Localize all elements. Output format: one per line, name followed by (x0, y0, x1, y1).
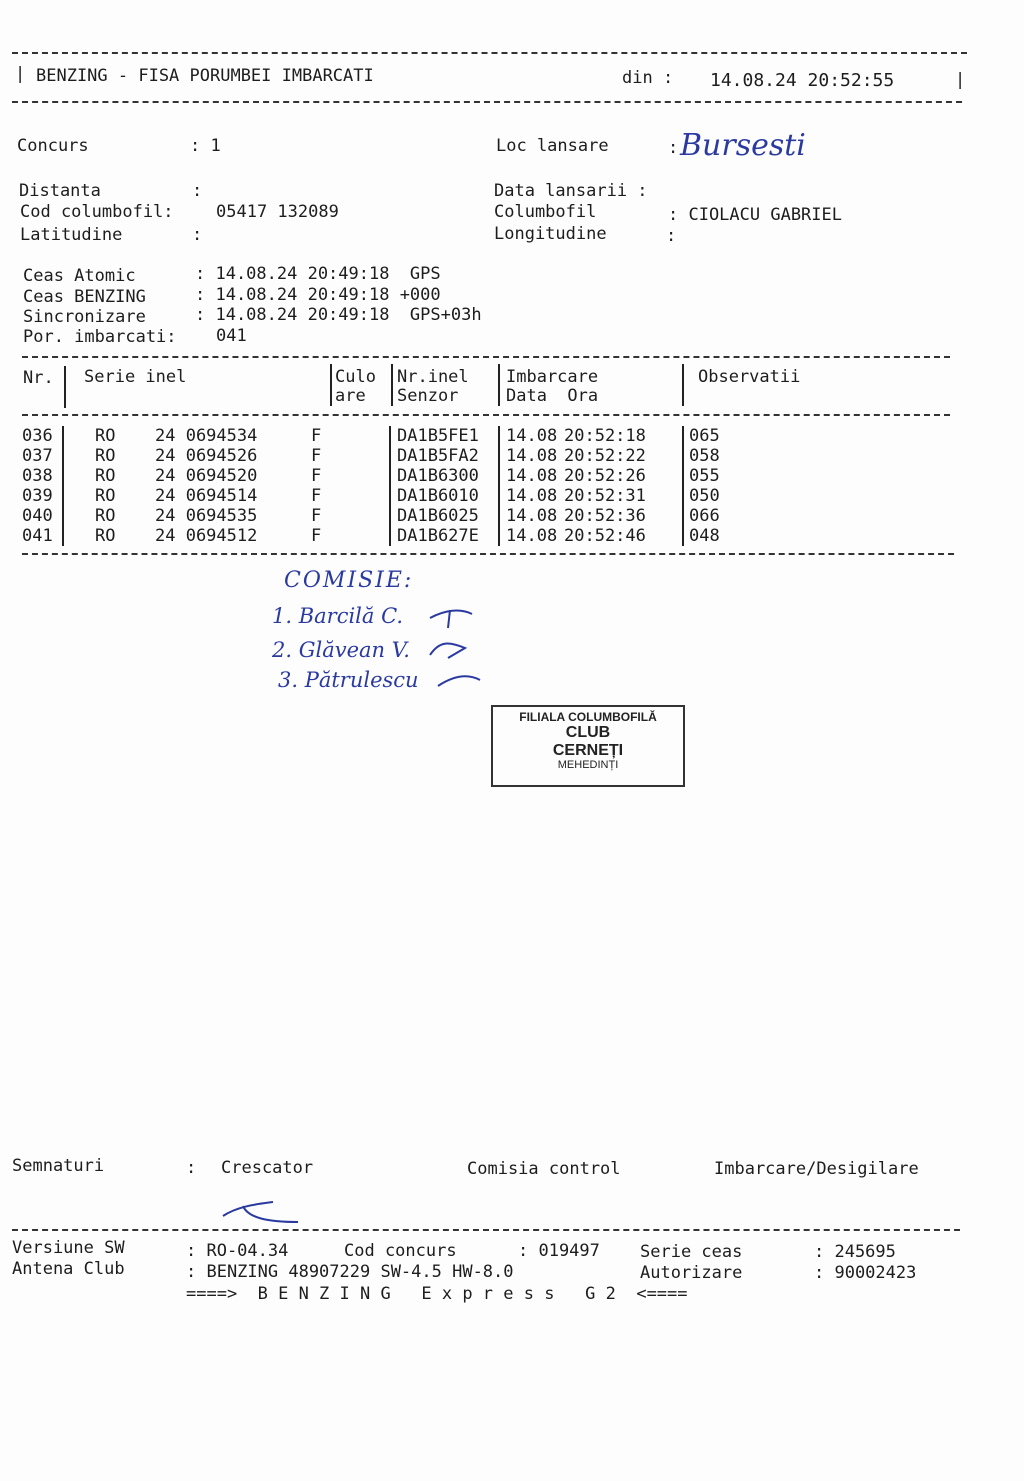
commission-member-3: 3. Pătrulescu (278, 668, 419, 692)
table-top-rule (22, 356, 950, 358)
versiune-sw-label: Versiune SW (12, 1238, 125, 1258)
row-sensor: DA1B627E (397, 526, 479, 546)
row-ring: 24 0694534 (155, 426, 258, 446)
row-country: RO (95, 426, 116, 446)
row-divider (389, 506, 391, 526)
row-divider (62, 486, 64, 506)
page-title: BENZING - FISA PORUMBEI IMBARCATI (36, 66, 374, 86)
cod-columbofil-label: Cod columbofil: (20, 202, 174, 222)
row-divider (62, 426, 64, 446)
row-nr: 037 (22, 446, 53, 466)
table-header-rule (22, 414, 950, 416)
row-divider (498, 446, 500, 466)
concurs-label: Concurs (17, 136, 89, 156)
row-obs: 055 (689, 466, 720, 486)
row-divider (682, 486, 684, 506)
header-left-bar: | (15, 64, 26, 84)
table-row (0, 466, 1024, 486)
longitudine-label: Longitudine (494, 224, 607, 244)
row-obs: 065 (689, 426, 720, 446)
sincronizare-label: Sincronizare (23, 307, 146, 327)
ceas-benzing-label: Ceas BENZING (23, 287, 146, 307)
row-obs: 048 (689, 526, 720, 546)
table-row (0, 486, 1024, 506)
benzing-express-banner: ====> B E N Z I N G E x p r e s s G 2 <==== (186, 1284, 688, 1304)
commission-member-2: 2. Glăvean V. (272, 638, 410, 662)
latitudine-label: Latitudine (20, 225, 123, 245)
loc-lansare-label: Loc lansare (496, 136, 609, 156)
row-country: RO (95, 526, 116, 546)
data-lansarii-label: Data lansarii : (494, 181, 648, 201)
row-obs: 066 (689, 506, 720, 526)
imbarcare-desigilare-label: Imbarcare/Desigilare (714, 1159, 919, 1179)
row-date: 14.08 (506, 466, 558, 486)
header-date-label: din : (622, 68, 674, 88)
row-nr: 041 (22, 526, 53, 546)
col-header-observatii: Observatii (698, 367, 801, 387)
col-divider-imbarcare (682, 364, 684, 406)
row-time: 20:52:18 (564, 426, 646, 446)
table-row (0, 506, 1024, 526)
row-divider (62, 466, 64, 486)
row-divider (498, 466, 500, 486)
row-sensor: DA1B6010 (397, 486, 479, 506)
autorizare-label: Autorizare (640, 1263, 743, 1283)
table-row (0, 526, 1024, 546)
row-date: 14.08 (506, 526, 558, 546)
stamp-line-4: MEHEDINȚI (557, 759, 619, 772)
row-nr: 038 (22, 466, 53, 486)
row-ring: 24 0694535 (155, 506, 258, 526)
row-divider (389, 426, 391, 446)
cod-concurs-value: : 019497 (518, 1241, 600, 1261)
row-date: 14.08 (506, 486, 558, 506)
row-obs: 058 (689, 446, 720, 466)
col-header-are: are (335, 386, 366, 406)
row-ring: 24 0694514 (155, 486, 258, 506)
row-time: 20:52:31 (564, 486, 646, 506)
semnaturi-label: Semnaturi (12, 1156, 105, 1176)
comisie-heading: COMISIE: (284, 568, 414, 593)
col-header-serie: Serie inel (84, 367, 187, 387)
header-right-bar: | (955, 70, 966, 90)
antena-club-label: Antena Club (12, 1259, 125, 1279)
serie-ceas-label: Serie ceas (640, 1242, 743, 1262)
commission-member-1: 1. Barcilă C. (272, 604, 404, 628)
semnaturi-colon: : (186, 1158, 197, 1178)
stamp-line-2: CLUB (565, 724, 611, 742)
col-divider-nrinel (498, 364, 500, 406)
autorizare-value: : 90002423 (814, 1263, 917, 1283)
cod-columbofil-value: 05417 132089 (216, 202, 339, 222)
row-date: 14.08 (506, 446, 558, 466)
row-sex: F (311, 446, 322, 466)
col-header-imbarcare: Imbarcare (506, 367, 599, 387)
row-time: 20:52:26 (564, 466, 646, 486)
row-time: 20:52:22 (564, 446, 646, 466)
ceas-atomic-value: : 14.08.24 20:49:18 GPS (195, 264, 441, 284)
row-date: 14.08 (506, 506, 558, 526)
row-nr: 039 (22, 486, 53, 506)
stamp-line-3: CERNEȚI (552, 741, 624, 759)
antena-club-value: : BENZING 48907229 SW-4.5 HW-8.0 (186, 1262, 514, 1282)
crescator-label: Crescator (221, 1158, 314, 1178)
row-divider (498, 506, 500, 526)
columbofil-label: Columbofil (494, 202, 597, 222)
row-ring: 24 0694512 (155, 526, 258, 546)
row-ring: 24 0694526 (155, 446, 258, 466)
row-sensor: DA1B5FE1 (397, 426, 479, 446)
row-country: RO (95, 486, 116, 506)
row-divider (389, 466, 391, 486)
club-stamp (491, 705, 685, 787)
row-sensor: DA1B6025 (397, 506, 479, 526)
row-date: 14.08 (506, 426, 558, 446)
row-sex: F (311, 426, 322, 446)
header-date-value: 14.08.24 20:52:55 (710, 70, 895, 91)
row-divider (682, 506, 684, 526)
row-divider (682, 526, 684, 546)
row-nr: 036 (22, 426, 53, 446)
footer-rule (12, 1229, 960, 1231)
col-header-nr: Nr. (23, 368, 54, 388)
col-header-data-ora: Data Ora (506, 386, 599, 406)
row-divider (498, 526, 500, 546)
header-bottom-rule (12, 101, 962, 103)
row-divider (498, 426, 500, 446)
row-sex: F (311, 486, 322, 506)
sincronizare-value: : 14.08.24 20:49:18 GPS+03h (195, 305, 482, 325)
row-divider (682, 426, 684, 446)
distanta-value: : (192, 181, 203, 201)
row-divider (62, 506, 64, 526)
row-divider (498, 486, 500, 506)
row-divider (62, 526, 64, 546)
row-divider (389, 486, 391, 506)
row-sensor: DA1B5FA2 (397, 446, 479, 466)
loc-lansare-colon: : (668, 138, 679, 158)
row-sex: F (311, 506, 322, 526)
row-obs: 050 (689, 486, 720, 506)
concurs-value: : 1 (190, 136, 221, 156)
col-header-culo: Culo (335, 367, 376, 387)
col-divider-culo (391, 364, 393, 406)
row-divider (682, 466, 684, 486)
row-sex: F (311, 526, 322, 546)
row-ring: 24 0694520 (155, 466, 258, 486)
row-divider (389, 446, 391, 466)
serie-ceas-value: : 245695 (814, 1242, 896, 1262)
porumbei-imbarcati-value: 041 (216, 326, 247, 346)
table-row (0, 426, 1024, 446)
col-divider-nr (64, 366, 66, 408)
row-nr: 040 (22, 506, 53, 526)
table-bottom-rule (22, 553, 954, 555)
loc-lansare-value: Bursesti (680, 128, 806, 163)
ceas-atomic-label: Ceas Atomic (23, 266, 136, 286)
stamp-line-1: FILIALA COLUMBOFILĂ (519, 710, 657, 724)
table-row (0, 446, 1024, 466)
row-time: 20:52:46 (564, 526, 646, 546)
distanta-label: Distanta (19, 181, 101, 201)
cod-concurs-label: Cod concurs (344, 1241, 457, 1261)
ceas-benzing-value: : 14.08.24 20:49:18 +000 (195, 285, 441, 305)
porumbei-imbarcati-label: Por. imbarcati: (23, 327, 177, 347)
row-divider (62, 446, 64, 466)
row-country: RO (95, 446, 116, 466)
crescator-signature (218, 1198, 308, 1228)
row-sex: F (311, 466, 322, 486)
latitudine-value: : (192, 225, 203, 245)
header-top-rule (12, 52, 967, 54)
columbofil-value: : CIOLACU GABRIEL (668, 205, 842, 225)
row-country: RO (95, 506, 116, 526)
comisia-control-label: Comisia control (467, 1159, 621, 1179)
col-divider-serie (330, 364, 332, 406)
col-header-nrinel: Nr.inel (397, 367, 469, 387)
row-sensor: DA1B6300 (397, 466, 479, 486)
row-time: 20:52:36 (564, 506, 646, 526)
longitudine-value: : (666, 226, 677, 246)
row-country: RO (95, 466, 116, 486)
col-header-senzor: Senzor (397, 386, 459, 406)
row-divider (682, 446, 684, 466)
row-divider (389, 526, 391, 546)
versiune-sw-value: : RO-04.34 (186, 1241, 289, 1261)
commission-signatures (420, 600, 500, 695)
